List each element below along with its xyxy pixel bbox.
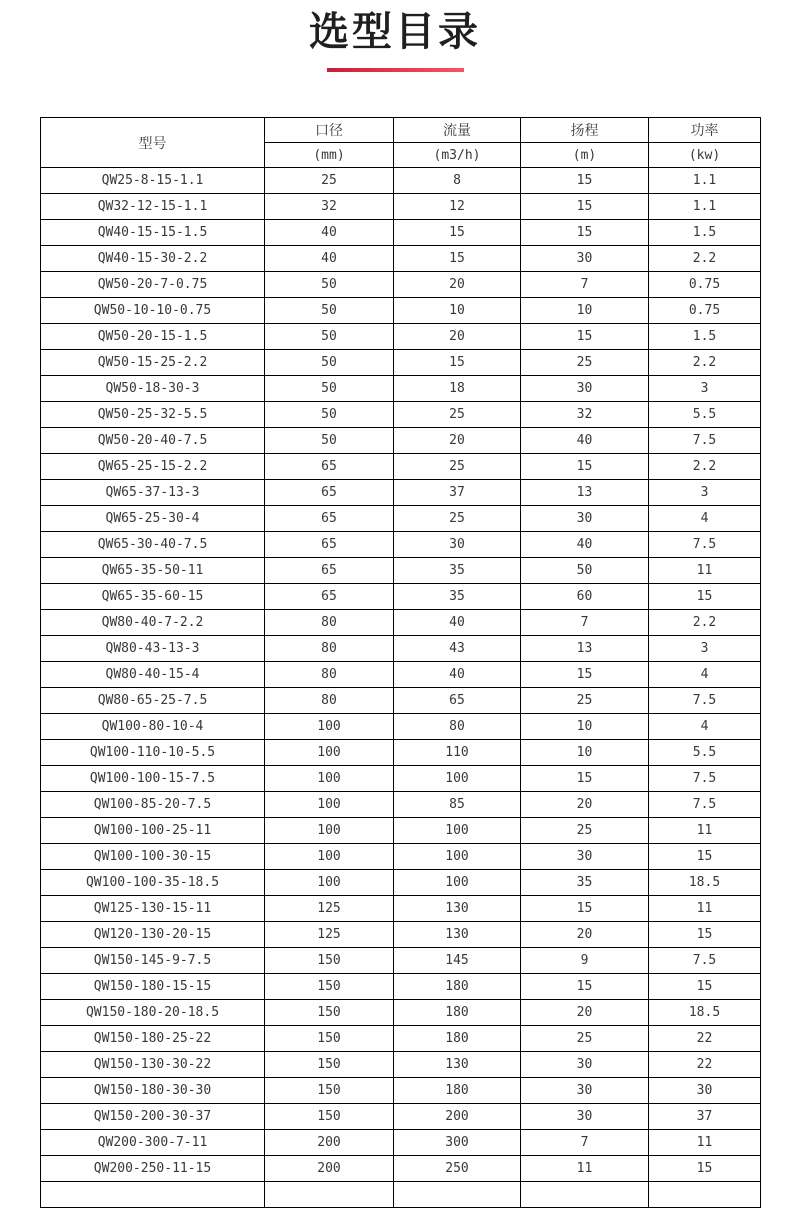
table-cell: 30 <box>521 1104 649 1130</box>
table-cell: 15 <box>521 974 649 1000</box>
table-cell: 40 <box>265 246 394 272</box>
col-header-power: 功率 <box>649 118 761 143</box>
table-cell: 1.5 <box>649 324 761 350</box>
table-cell: QW150-180-25-22 <box>41 1026 265 1052</box>
table-row <box>41 636 761 662</box>
table-row <box>41 1078 761 1104</box>
table-row <box>41 844 761 870</box>
table-cell: QW150-180-20-18.5 <box>41 1000 265 1026</box>
table-cell: 13 <box>521 480 649 506</box>
table-cell: 65 <box>265 532 394 558</box>
table-cell: 15 <box>394 350 521 376</box>
table-cell: 80 <box>265 688 394 714</box>
table-cell: QW150-200-30-37 <box>41 1104 265 1130</box>
table-cell: QW100-100-25-11 <box>41 818 265 844</box>
table-cell: 4 <box>649 662 761 688</box>
table-cell: 30 <box>521 1052 649 1078</box>
table-cell: 50 <box>265 350 394 376</box>
table-cell: 30 <box>521 1078 649 1104</box>
table-cell: QW40-15-30-2.2 <box>41 246 265 272</box>
table-row <box>41 402 761 428</box>
col-unit-flow: (m3/h) <box>394 143 521 168</box>
table-cell: 85 <box>394 792 521 818</box>
table-cell: QW100-110-10-5.5 <box>41 740 265 766</box>
table-cell: QW50-15-25-2.2 <box>41 350 265 376</box>
table-row <box>41 1104 761 1130</box>
table-cell: 11 <box>649 558 761 584</box>
table-cell: 7 <box>521 610 649 636</box>
table-cell: 50 <box>265 428 394 454</box>
table-cell: QW65-30-40-7.5 <box>41 532 265 558</box>
table-cell: 150 <box>265 1052 394 1078</box>
table-cell: 4 <box>649 506 761 532</box>
table-cell: 18 <box>394 376 521 402</box>
table-cell: 7.5 <box>649 532 761 558</box>
page-title: 选型目录 <box>309 9 481 55</box>
selection-table <box>40 117 761 1208</box>
table-row <box>41 428 761 454</box>
table-cell: 3 <box>649 376 761 402</box>
table-cell: QW25-8-15-1.1 <box>41 168 265 194</box>
table-cell: 0.75 <box>649 272 761 298</box>
table-cell: 15 <box>521 220 649 246</box>
table-cell: 7.5 <box>649 792 761 818</box>
table-cell: 50 <box>265 402 394 428</box>
col-unit-head: (m) <box>521 143 649 168</box>
table-cell: 8 <box>394 168 521 194</box>
table-cell: 11 <box>521 1156 649 1182</box>
table-cell: 200 <box>265 1156 394 1182</box>
table-cell: QW120-130-20-15 <box>41 922 265 948</box>
table-cell: 180 <box>394 1026 521 1052</box>
table-row <box>41 558 761 584</box>
table-cell: 20 <box>521 792 649 818</box>
table-cell: 15 <box>649 844 761 870</box>
table-cell: 40 <box>521 428 649 454</box>
table-cell: 65 <box>394 688 521 714</box>
table-cell: 22 <box>649 1026 761 1052</box>
table-cell: 150 <box>265 1000 394 1026</box>
table-cell: 20 <box>394 428 521 454</box>
table-cell: 22 <box>649 1052 761 1078</box>
table-cell: 20 <box>521 1000 649 1026</box>
table-cell: 30 <box>649 1078 761 1104</box>
table-cell: 10 <box>394 298 521 324</box>
table-cell: QW150-145-9-7.5 <box>41 948 265 974</box>
table-row <box>41 662 761 688</box>
table-cell: 1.5 <box>649 220 761 246</box>
table-cell: 7 <box>521 1130 649 1156</box>
table-row <box>41 532 761 558</box>
table-cell: QW50-25-32-5.5 <box>41 402 265 428</box>
table-row <box>41 584 761 610</box>
table-row <box>41 272 761 298</box>
table-body <box>41 168 761 1208</box>
table-cell: 12 <box>394 194 521 220</box>
table-cell: QW125-130-15-11 <box>41 896 265 922</box>
table-cell: 125 <box>265 896 394 922</box>
table-row <box>41 1052 761 1078</box>
table-cell: 50 <box>265 376 394 402</box>
table-cell: 300 <box>394 1130 521 1156</box>
table-cell: 15 <box>649 584 761 610</box>
col-header-diameter: 口径 <box>265 118 394 143</box>
table-row <box>41 506 761 532</box>
col-unit-diameter: (mm) <box>265 143 394 168</box>
table-row <box>41 766 761 792</box>
table-cell: QW80-40-15-4 <box>41 662 265 688</box>
table-cell: 35 <box>521 870 649 896</box>
table-cell: 15 <box>649 922 761 948</box>
table-cell: QW65-37-13-3 <box>41 480 265 506</box>
table-row <box>41 298 761 324</box>
table-cell: 65 <box>265 584 394 610</box>
table-cell: 100 <box>265 740 394 766</box>
table-cell: 50 <box>265 272 394 298</box>
table-cell: 15 <box>649 974 761 1000</box>
table-cell: 150 <box>265 948 394 974</box>
table-row <box>41 610 761 636</box>
table-row <box>41 896 761 922</box>
table-row <box>41 818 761 844</box>
table-cell: QW150-180-30-30 <box>41 1078 265 1104</box>
table-cell: 30 <box>394 532 521 558</box>
table-cell: 125 <box>265 922 394 948</box>
table-cell: 100 <box>265 870 394 896</box>
table-cell: 80 <box>394 714 521 740</box>
table-row <box>41 324 761 350</box>
table-header <box>41 118 761 168</box>
table-cell: QW80-65-25-7.5 <box>41 688 265 714</box>
table-cell: 1.1 <box>649 194 761 220</box>
table-cell: QW100-80-10-4 <box>41 714 265 740</box>
table-cell: 7.5 <box>649 428 761 454</box>
table-cell: 32 <box>521 402 649 428</box>
table-cell: 100 <box>265 792 394 818</box>
table-cell: 15 <box>521 662 649 688</box>
table-cell: 15 <box>521 454 649 480</box>
table-row <box>41 870 761 896</box>
table-cell: 130 <box>394 922 521 948</box>
table-cell: 11 <box>649 896 761 922</box>
table-cell: 0.75 <box>649 298 761 324</box>
table-cell: 15 <box>521 766 649 792</box>
table-cell: QW50-10-10-0.75 <box>41 298 265 324</box>
table-cell: 100 <box>265 766 394 792</box>
table-cell: 150 <box>265 1104 394 1130</box>
table-cell: 25 <box>394 454 521 480</box>
table-cell: QW65-35-60-15 <box>41 584 265 610</box>
table-row <box>41 220 761 246</box>
table-cell: 15 <box>394 246 521 272</box>
table-cell: 40 <box>394 662 521 688</box>
table-row <box>41 948 761 974</box>
table-cell: 250 <box>394 1156 521 1182</box>
table-cell: 15 <box>521 194 649 220</box>
table-cell: 200 <box>394 1104 521 1130</box>
table-cell: 100 <box>265 714 394 740</box>
table-cell: 15 <box>521 324 649 350</box>
table-cell: 5.5 <box>649 740 761 766</box>
table-cell: QW50-18-30-3 <box>41 376 265 402</box>
table-cell: 25 <box>521 1026 649 1052</box>
table-cell: 60 <box>521 584 649 610</box>
table-cell: 10 <box>521 740 649 766</box>
table-cell: 10 <box>521 714 649 740</box>
table-cell: 80 <box>265 636 394 662</box>
table-row <box>41 168 761 194</box>
table-cell: QW65-25-30-4 <box>41 506 265 532</box>
table-row <box>41 1000 761 1026</box>
table-cell: 65 <box>265 506 394 532</box>
table-cell: 65 <box>265 480 394 506</box>
table-cell: 100 <box>394 818 521 844</box>
table-row <box>41 688 761 714</box>
table-cell: 11 <box>649 1130 761 1156</box>
table-cell: QW32-12-15-1.1 <box>41 194 265 220</box>
table-cell: QW65-25-15-2.2 <box>41 454 265 480</box>
table-cell: 25 <box>394 506 521 532</box>
table-cell: 18.5 <box>649 1000 761 1026</box>
table-row <box>41 194 761 220</box>
table-cell: QW100-100-15-7.5 <box>41 766 265 792</box>
table-cell: 20 <box>394 324 521 350</box>
table-cell: QW80-40-7-2.2 <box>41 610 265 636</box>
table-cell: 130 <box>394 1052 521 1078</box>
table-cell: 20 <box>521 922 649 948</box>
table-row <box>41 376 761 402</box>
table-cell: 150 <box>265 1026 394 1052</box>
table-cell: 5.5 <box>649 402 761 428</box>
table-cell: 80 <box>265 610 394 636</box>
table-cell: QW100-85-20-7.5 <box>41 792 265 818</box>
table-row <box>41 1026 761 1052</box>
table-cell: QW40-15-15-1.5 <box>41 220 265 246</box>
table-cell: 2.2 <box>649 610 761 636</box>
table-cell: 145 <box>394 948 521 974</box>
table-cell: 3 <box>649 480 761 506</box>
table-cell: QW65-35-50-11 <box>41 558 265 584</box>
table-cell: 30 <box>521 246 649 272</box>
table-cell: 3 <box>649 636 761 662</box>
table-cell: 50 <box>265 298 394 324</box>
table-cell: 9 <box>521 948 649 974</box>
table-cell: 100 <box>394 844 521 870</box>
table-cell: 15 <box>521 896 649 922</box>
table-cell: 100 <box>394 766 521 792</box>
table-cell: 15 <box>521 168 649 194</box>
table-row <box>41 792 761 818</box>
table-cell: QW200-300-7-11 <box>41 1130 265 1156</box>
table-cell <box>265 1182 394 1208</box>
table-cell: 25 <box>521 818 649 844</box>
table-cell <box>649 1182 761 1208</box>
table-cell: 100 <box>265 844 394 870</box>
table-cell: 65 <box>265 454 394 480</box>
table-cell: 18.5 <box>649 870 761 896</box>
table-cell: 13 <box>521 636 649 662</box>
table-cell: 35 <box>394 558 521 584</box>
table-cell: 25 <box>394 402 521 428</box>
table-cell: 180 <box>394 1000 521 1026</box>
table-cell: 35 <box>394 584 521 610</box>
table-cell: 130 <box>394 896 521 922</box>
table-cell: 37 <box>394 480 521 506</box>
table-cell: 30 <box>521 506 649 532</box>
table-cell: 1.1 <box>649 168 761 194</box>
col-unit-power: (kw) <box>649 143 761 168</box>
table-cell: 50 <box>521 558 649 584</box>
table-cell: 180 <box>394 1078 521 1104</box>
col-header-head: 扬程 <box>521 118 649 143</box>
table-row <box>41 974 761 1000</box>
table-cell: 7.5 <box>649 688 761 714</box>
table-cell: 2.2 <box>649 350 761 376</box>
table-cell: 11 <box>649 818 761 844</box>
table-cell: 20 <box>394 272 521 298</box>
table-row <box>41 922 761 948</box>
table-row <box>41 350 761 376</box>
table-cell: QW150-180-15-15 <box>41 974 265 1000</box>
table-cell: QW50-20-40-7.5 <box>41 428 265 454</box>
title-underline-accent <box>327 68 464 72</box>
table-cell <box>41 1182 265 1208</box>
table-row <box>41 480 761 506</box>
table-cell: QW200-250-11-15 <box>41 1156 265 1182</box>
table-row <box>41 714 761 740</box>
table-cell: 40 <box>265 220 394 246</box>
table-cell: 50 <box>265 324 394 350</box>
table-cell: 4 <box>649 714 761 740</box>
table-cell: QW100-100-35-18.5 <box>41 870 265 896</box>
table-cell: 80 <box>265 662 394 688</box>
table-cell: 30 <box>521 844 649 870</box>
table-cell: 7 <box>521 272 649 298</box>
table-row <box>41 1156 761 1182</box>
table-cell: 25 <box>521 688 649 714</box>
table-cell: 100 <box>265 818 394 844</box>
table-cell: 2.2 <box>649 454 761 480</box>
table-cell: 7.5 <box>649 948 761 974</box>
table-row <box>41 246 761 272</box>
table-cell: 15 <box>649 1156 761 1182</box>
table-cell <box>394 1182 521 1208</box>
table-row <box>41 740 761 766</box>
col-header-model: 型号 <box>41 118 265 168</box>
table-cell: 30 <box>521 376 649 402</box>
table-cell: 180 <box>394 974 521 1000</box>
header-row-labels <box>41 118 761 143</box>
table-cell: 7.5 <box>649 766 761 792</box>
table-row <box>41 454 761 480</box>
table-row-partial <box>41 1182 761 1208</box>
table-cell: 32 <box>265 194 394 220</box>
table-cell: 100 <box>394 870 521 896</box>
table-cell: QW50-20-7-0.75 <box>41 272 265 298</box>
table-cell: 10 <box>521 298 649 324</box>
table-cell: 150 <box>265 1078 394 1104</box>
table-cell: 110 <box>394 740 521 766</box>
table-cell: QW150-130-30-22 <box>41 1052 265 1078</box>
table-cell: 37 <box>649 1104 761 1130</box>
table-cell: 25 <box>265 168 394 194</box>
table-cell: 200 <box>265 1130 394 1156</box>
table-cell: 65 <box>265 558 394 584</box>
table-cell: 25 <box>521 350 649 376</box>
table-cell: QW80-43-13-3 <box>41 636 265 662</box>
table-cell: 40 <box>521 532 649 558</box>
table-cell <box>521 1182 649 1208</box>
col-header-flow: 流量 <box>394 118 521 143</box>
table-cell: 40 <box>394 610 521 636</box>
table-cell: QW50-20-15-1.5 <box>41 324 265 350</box>
table-cell: 150 <box>265 974 394 1000</box>
table-cell: 43 <box>394 636 521 662</box>
table-cell: QW100-100-30-15 <box>41 844 265 870</box>
table-cell: 15 <box>394 220 521 246</box>
table-cell: 2.2 <box>649 246 761 272</box>
table-row <box>41 1130 761 1156</box>
